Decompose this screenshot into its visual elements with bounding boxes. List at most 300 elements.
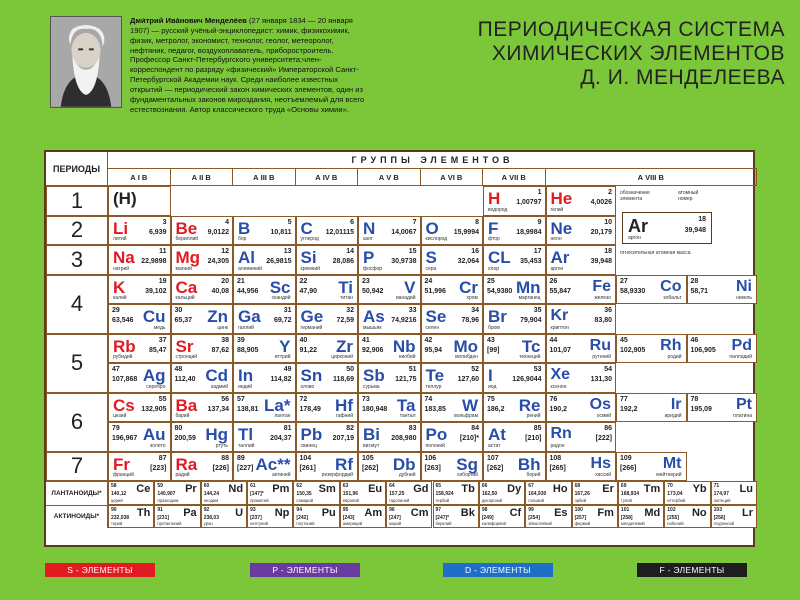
element-mass: [256] <box>713 514 726 521</box>
element-symbol: K <box>113 277 126 297</box>
element-number: 60 <box>203 483 210 489</box>
element-mass: [258] <box>620 514 633 521</box>
element-number: 106 <box>424 454 437 462</box>
element-symbol: Pt <box>736 395 752 413</box>
element-er-cell <box>572 481 618 505</box>
element-mass: 192,2 <box>620 405 638 413</box>
element-mass: 158,924 <box>435 491 454 497</box>
element-mass: 92,906 <box>362 346 384 354</box>
element-mass: 4,0026 <box>590 199 612 206</box>
element-mass: 18,9984 <box>516 228 542 236</box>
element-lr-cell <box>711 505 757 529</box>
element-name: ванадий <box>396 295 416 301</box>
element-mass: [249] <box>481 514 494 521</box>
element-mass: 47,90 <box>299 287 318 295</box>
element-number: 82 <box>346 425 354 432</box>
element-symbol: As <box>363 307 385 326</box>
element-symbol: Lu <box>739 483 753 495</box>
element-name: церий <box>111 497 123 503</box>
element-mass: 91,22 <box>299 346 318 354</box>
element-symbol: Fr <box>113 454 130 474</box>
element-number: 47 <box>112 366 120 373</box>
legend-s-elements: S - ЭЛЕМЕНТЫ <box>45 563 155 577</box>
element-number: 51 <box>408 366 417 373</box>
element-symbol: Y <box>279 336 291 356</box>
element-name: диспрозий <box>481 497 503 503</box>
element-name: кремний <box>300 265 321 272</box>
element-symbol: W <box>461 395 478 415</box>
element-number: 31 <box>283 307 292 314</box>
element-number: 5 <box>287 218 292 226</box>
element-name: вольфрам <box>454 413 478 419</box>
element-number: 37 <box>158 336 167 344</box>
element-si-cell <box>296 245 359 275</box>
element-symbol: Fm <box>597 506 614 519</box>
element-mass: 83,80 <box>594 317 612 324</box>
element-number: 45 <box>620 336 628 344</box>
element-symbol: Xe <box>550 366 571 383</box>
element-name: резерфордий <box>321 472 353 478</box>
element-mass: 137,34 <box>207 405 229 413</box>
element-name: ксенон <box>550 383 567 390</box>
element-symbol: Pd <box>731 336 752 354</box>
element-mass: 88,905 <box>237 346 259 354</box>
group-header-8: А VIII В <box>546 169 758 186</box>
element-ar-cell <box>546 245 617 275</box>
element-name: углерод <box>300 236 319 242</box>
element-mass: 157,25 <box>389 491 405 497</box>
key-label-mass: относительная атомная масса <box>620 250 691 256</box>
element-symbol: Sb <box>363 366 385 385</box>
element-mass: 150,35 <box>296 491 312 497</box>
element-mass: 195,09 <box>690 405 712 413</box>
period-4: 4 <box>46 275 108 334</box>
element-name: борий <box>526 472 541 478</box>
element-symbol: Ge <box>300 307 324 326</box>
element-mass: [243] <box>342 514 355 521</box>
element-number: 67 <box>528 483 534 489</box>
element-number: 11 <box>159 248 167 255</box>
element-mass: 102,905 <box>620 346 646 354</box>
element-fm-cell <box>572 505 618 529</box>
element-symbol: N <box>363 218 376 238</box>
element-mass: 183,85 <box>424 405 446 413</box>
element-number: 80 <box>174 425 183 432</box>
element-mass: 15,9994 <box>453 228 479 236</box>
element-mass: 168,934 <box>620 491 639 497</box>
element-name: тантал <box>399 413 416 419</box>
element-mass: [262] <box>487 464 504 472</box>
element-symbol: CL <box>488 248 511 267</box>
element-am-cell <box>340 505 386 529</box>
element-symbol: Rf <box>335 454 353 474</box>
element-number: 2 <box>608 189 612 196</box>
element-number: 93 <box>250 506 256 513</box>
element-b-cell <box>233 216 296 246</box>
element-he-cell <box>546 186 617 216</box>
element-ba-cell <box>171 393 234 423</box>
element-symbol: Sr <box>175 336 194 356</box>
element-number: 109 <box>620 454 632 462</box>
element-number: 90 <box>111 506 117 513</box>
group-header-6: А VI В <box>421 169 484 186</box>
element-mass: 44,956 <box>237 287 259 295</box>
element-mass: 24,305 <box>207 258 229 265</box>
element-name: кобальт <box>663 295 682 301</box>
element-number: 85 <box>533 425 542 432</box>
element-mass: [231] <box>157 514 170 521</box>
key-label-symbol: обозначение элемента <box>620 190 650 202</box>
element-mass: [223] <box>150 464 167 472</box>
key-number: 18 <box>698 216 706 223</box>
element-number: 38 <box>221 336 229 344</box>
element-mass: 12,01115 <box>325 228 354 236</box>
element-symbol: Cr <box>459 277 478 297</box>
element-number: 3 <box>162 218 167 226</box>
element-number: 39 <box>237 336 245 344</box>
element-mass: 162,50 <box>481 491 498 497</box>
element-name: скандий <box>271 295 291 301</box>
element-number: 107 <box>487 454 499 462</box>
element-name: фтор <box>488 236 500 242</box>
element-name: кальций <box>175 295 195 301</box>
element-mass: 26,9815 <box>266 258 292 265</box>
element-mass: 95,94 <box>424 346 443 354</box>
element-name: сера <box>425 265 437 272</box>
element-name: таллий <box>238 442 255 449</box>
element-symbol: Dy <box>507 483 522 495</box>
element-mass: 178,49 <box>299 405 321 413</box>
element-yb-cell <box>664 481 710 505</box>
element-symbol: Te <box>425 366 445 385</box>
element-name: радон <box>550 442 565 449</box>
element-mass: 196,967 <box>112 435 138 442</box>
element-symbol: Pa <box>183 506 197 519</box>
element-os-cell <box>546 393 617 423</box>
element-mass: 118,69 <box>332 376 354 383</box>
element-number: 57 <box>237 395 245 403</box>
element-symbol: Kr <box>550 307 569 324</box>
element-mass: 173,04 <box>667 491 683 497</box>
element-mass: [210]* <box>459 435 479 442</box>
element-name: калифорний <box>481 521 506 526</box>
element-mass: [226] <box>212 464 229 472</box>
element-mass: 232,038 <box>111 514 130 521</box>
period-3: 3 <box>46 245 108 275</box>
element-symbol: Cs <box>113 395 135 415</box>
element-number: 18 <box>604 248 612 255</box>
group-header-2: А II В <box>171 169 234 186</box>
element-mt-cell <box>616 452 687 482</box>
element-symbol: No <box>691 506 707 519</box>
element-in-cell <box>233 363 296 393</box>
element-symbol: Tc <box>521 336 541 356</box>
legend-f-elements: F - ЭЛЕМЕНТЫ <box>637 563 747 577</box>
element-number: 104 <box>299 454 312 462</box>
element-mass: 121,75 <box>395 376 417 383</box>
element-name: магний <box>175 265 192 272</box>
element-mass: 127,60 <box>457 376 479 383</box>
element-mass: 167,26 <box>574 491 590 497</box>
element-mass: [262] <box>362 464 379 472</box>
element-symbol: Pu <box>321 506 336 519</box>
element-number: 35 <box>533 307 542 314</box>
element-np-cell <box>247 505 293 529</box>
element-symbol: La* <box>264 395 291 415</box>
element-name: менделевий <box>620 521 645 526</box>
element-symbol: Mn <box>515 277 541 297</box>
groups-header: ГРУППЫ ЭЛЕМЕНТОВ <box>108 152 757 169</box>
element-number: 89 <box>237 454 245 462</box>
element-number: 54 <box>604 366 612 373</box>
element-number: 14 <box>346 248 354 255</box>
period-2: 2 <box>46 216 108 246</box>
group-header-3: А III В <box>233 169 296 186</box>
group-header-5: А V В <box>358 169 421 186</box>
element-name: кюрий <box>389 521 402 526</box>
element-nd-cell <box>201 481 247 505</box>
legend-p-elements: P - ЭЛЕМЕНТЫ <box>250 563 360 577</box>
element-dy-cell <box>479 481 525 505</box>
element-mass: 151,96 <box>342 491 359 497</box>
element-al-cell <box>233 245 296 275</box>
element-ru-cell <box>546 334 617 364</box>
element-symbol: Tl <box>238 425 254 444</box>
element-number: 68 <box>574 483 581 489</box>
element-li-cell <box>108 216 171 246</box>
element-sm-cell <box>293 481 339 505</box>
element-y-cell <box>233 334 296 364</box>
element-number: 77 <box>620 395 628 403</box>
element-h-cell <box>483 186 546 216</box>
element-mass: [210] <box>525 435 542 442</box>
element-name: стронций <box>175 354 198 360</box>
element-mass: 63,546 <box>112 317 134 324</box>
element-symbol: Co <box>660 277 682 295</box>
element-number: 55 <box>158 395 167 403</box>
element-symbol: Bk <box>460 506 475 519</box>
element-mass: 101,07 <box>549 346 571 354</box>
element-symbol: At <box>488 425 506 444</box>
element-sr-cell <box>171 334 234 364</box>
element-number: 42 <box>424 336 433 344</box>
element-symbol: Sn <box>300 366 323 385</box>
element-number: 30 <box>174 307 183 314</box>
element-name: рубидий <box>113 354 133 360</box>
element-mo-cell <box>421 334 484 364</box>
element-hf-cell <box>296 393 359 423</box>
element-number: 84 <box>471 425 479 432</box>
element-mass: 132,905 <box>141 405 167 413</box>
element-name: европий <box>342 497 359 503</box>
element-name: хассий <box>595 472 611 478</box>
element-symbol: Ne <box>550 218 573 238</box>
element-number: 83 <box>408 425 417 432</box>
element-key <box>620 190 715 270</box>
element-symbol: Ni <box>736 277 752 295</box>
element-number: 9 <box>537 218 542 226</box>
element-number: 25 <box>487 277 495 285</box>
element-number: 86 <box>604 425 612 432</box>
element-ca-cell <box>171 275 234 305</box>
element-i-cell <box>483 363 546 393</box>
element-number: 100 <box>574 506 583 513</box>
element-mass: 69,72 <box>273 317 292 324</box>
element-name: лютеций <box>713 497 731 503</box>
element-la-cell <box>233 393 296 423</box>
element-mass: 35,453 <box>520 258 542 265</box>
element-name: натрий <box>113 265 130 272</box>
element-symbol: Ac** <box>255 454 291 474</box>
element-symbol: Br <box>488 307 507 326</box>
element-ge-cell <box>296 304 359 334</box>
element-cd-cell <box>171 363 234 393</box>
element-name: рений <box>526 413 541 419</box>
element-w-cell <box>421 393 484 423</box>
element-symbol: U <box>235 506 244 519</box>
element-name: железо <box>594 295 611 301</box>
element-number: 98 <box>481 506 488 513</box>
element-tl-cell <box>233 422 296 452</box>
element-name: фосфор <box>363 265 383 272</box>
element-number: 13 <box>283 248 292 255</box>
element-lu-cell <box>711 481 757 505</box>
element-number: 103 <box>713 506 722 513</box>
element-ga-cell <box>233 304 296 334</box>
title-line-2: ХИМИЧЕСКИХ ЭЛЕМЕНТОВ <box>491 42 785 65</box>
element-name: барий <box>175 413 190 419</box>
element-p-cell <box>358 245 421 275</box>
element-symbol: Db <box>392 454 416 474</box>
element-name: ртуть <box>215 442 228 449</box>
element-symbol: Al <box>238 248 255 267</box>
element-number: 58 <box>111 483 117 489</box>
element-symbol: Na <box>113 248 135 267</box>
element-name: празеодим <box>157 497 179 503</box>
element-symbol: Pm <box>272 483 290 495</box>
element-md-cell <box>618 505 664 529</box>
element-number: 69 <box>620 483 627 489</box>
element-mass: [254] <box>528 514 540 521</box>
element-pt-cell <box>687 393 758 423</box>
element-bi-cell <box>358 422 421 452</box>
element-xe-cell <box>546 363 617 393</box>
element-number: 17 <box>533 248 542 255</box>
element-name: молибден <box>455 354 478 360</box>
element-number: 73 <box>362 395 370 403</box>
element-mass: 174,97 <box>713 491 729 497</box>
element-mass: 65,37 <box>174 317 193 324</box>
element-ne-cell <box>546 216 617 246</box>
element-name: берклий <box>435 521 452 526</box>
element-name: самарий <box>296 497 314 503</box>
element-mass: 74,9216 <box>391 317 417 324</box>
element-name: лантан <box>274 413 291 419</box>
element-es-cell <box>525 505 571 529</box>
period-5: 5 <box>46 334 108 393</box>
element-po-cell <box>421 422 484 452</box>
element-symbol: Sc <box>269 277 291 297</box>
element-number: 40 <box>299 336 308 344</box>
element-mass: [147]* <box>250 491 264 497</box>
element-mass: 32,064 <box>457 258 479 265</box>
element-number: 70 <box>667 483 673 489</box>
element-symbol: P <box>363 248 375 267</box>
element-name: гольмий <box>528 497 545 503</box>
element-symbol: Zn <box>207 307 228 326</box>
element-symbol: Mg <box>175 248 201 267</box>
element-number: 48 <box>174 366 183 373</box>
element-rb-cell <box>108 334 171 364</box>
element-number: 71 <box>713 483 720 489</box>
element-number: 19 <box>158 277 167 285</box>
element-symbol: Yb <box>692 483 707 495</box>
element-symbol: Pr <box>185 483 197 495</box>
element-rf-cell <box>296 452 359 482</box>
element-name: цезий <box>113 413 127 419</box>
element-sn-cell <box>296 363 359 393</box>
element-number: 91 <box>157 506 163 513</box>
element-symbol: Hs <box>590 454 611 472</box>
element-mass: 180,948 <box>362 405 388 413</box>
element-ce-cell <box>108 481 154 505</box>
element-number: 34 <box>471 307 479 314</box>
element-name: олово <box>300 383 315 390</box>
element-mass: [257] <box>574 514 587 521</box>
element-name: мышьяк <box>363 324 382 331</box>
element-symbol: Re <box>518 395 541 415</box>
element-number: 4 <box>225 218 229 226</box>
element-symbol: In <box>238 366 254 385</box>
element-co-cell <box>616 275 687 305</box>
element-number: 21 <box>237 277 245 285</box>
element-s-cell <box>421 245 484 275</box>
element-name: платина <box>733 413 752 419</box>
key-label-number: атомный номер <box>678 190 699 202</box>
element-mass: 28,086 <box>332 258 354 265</box>
element-symbol: Li <box>113 218 129 238</box>
element-name: кислород <box>425 236 448 242</box>
element-number: 36 <box>604 307 612 314</box>
element-symbol: Hg <box>205 425 228 444</box>
element-mass: 54,9380 <box>487 287 513 295</box>
element-symbol: H <box>488 189 501 208</box>
element-number: 12 <box>221 248 229 255</box>
element-symbol: Gd <box>413 483 429 495</box>
element-mass: 87,62 <box>211 346 229 354</box>
element-number: 24 <box>424 277 433 285</box>
element-mass: 50,942 <box>362 287 384 295</box>
element-name: теллур <box>425 383 442 390</box>
element-mass: 39,102 <box>145 287 167 295</box>
element-number: 94 <box>296 506 302 513</box>
element-ni-cell <box>687 275 758 305</box>
element-symbol: Er <box>602 483 614 495</box>
element-name: литий <box>113 236 127 242</box>
element-zr-cell <box>296 334 359 364</box>
element-name: тербий <box>435 497 450 503</box>
element-number: 78 <box>690 395 699 403</box>
element-number: 96 <box>389 506 395 513</box>
element-symbol: Cm <box>410 506 429 519</box>
element-symbol: Am <box>364 506 383 519</box>
element-mass: 10,811 <box>270 228 292 236</box>
element-number: 97 <box>435 506 442 513</box>
element-db-cell <box>358 452 421 482</box>
element-number: 33 <box>408 307 417 314</box>
element-name: калий <box>113 295 127 301</box>
element-mass: 58,9330 <box>620 287 646 295</box>
